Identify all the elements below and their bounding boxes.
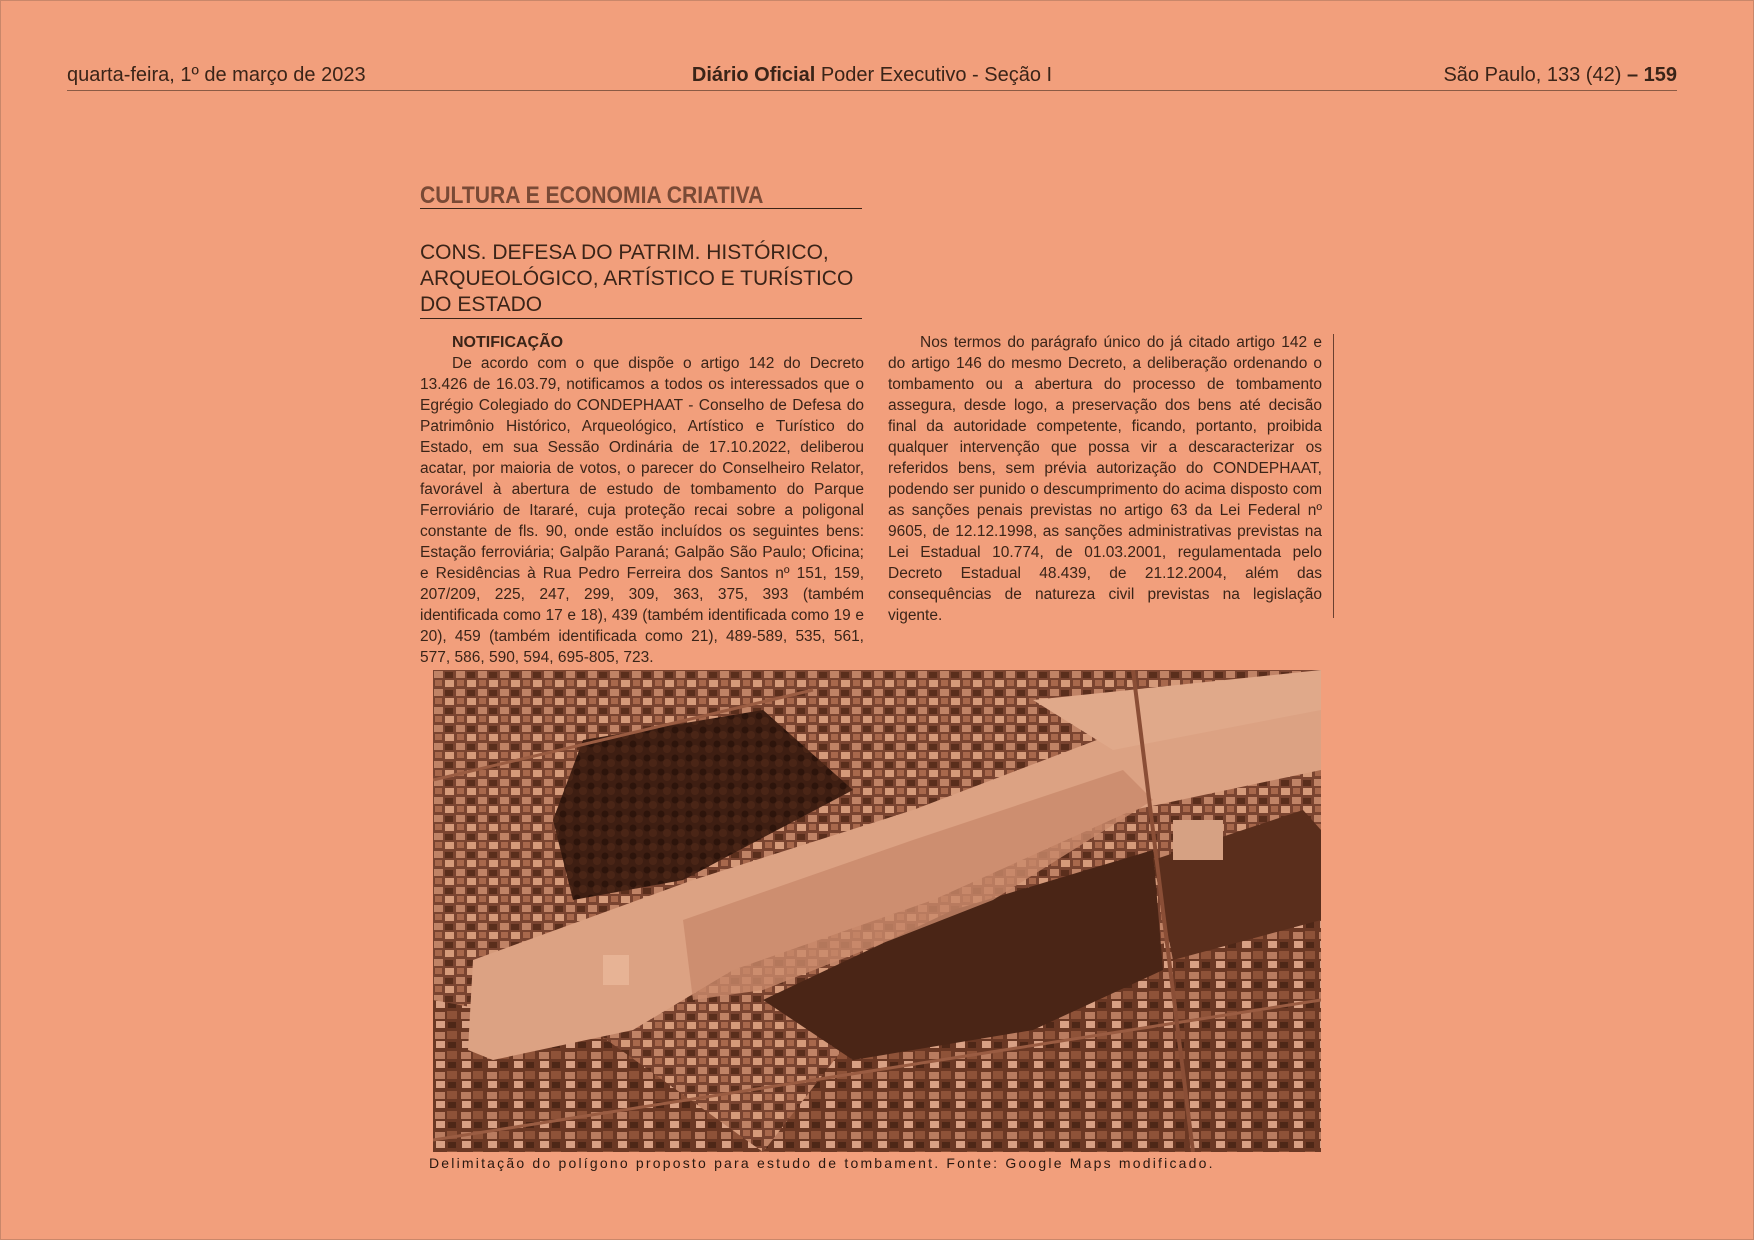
council-title-rule	[420, 318, 862, 319]
publication-name: Diário Oficial	[691, 64, 816, 86]
column-divider	[1333, 334, 1334, 618]
section-title: CULTURA E ECONOMIA CRIATIVA	[420, 182, 764, 209]
running-header	[67, 62, 1677, 91]
header-location-issue: São Paulo, 133 (42)	[1443, 64, 1627, 86]
right-column	[888, 332, 1322, 626]
notice-paragraph-2: Nos termos do parágrafo único do já citado artigo 142 e do artigo 146 do mesmo Decreto, a deliberação ordenando o tombamento ou a abertura do processo de tombamento assegura, desde logo, a preservação dos bens até decisão final da autoridade competente, ficando, portanto, proibida qualquer intervenção que possa vir a descaracterizar os referidos bens, sem prévia autorização do CONDEPHAAT, podendo ser punido o descumprimento do acima disposto com as sanções penais previstas no artigo 63 da Lei Federal nº 9605, de 12.12.1998, as sanções administrativas previstas na Lei Estadual 10.774, de 01.03.2001, regulamentada pelo Decreto Estadual 48.439, de 21.12.2004, além das consequências de natureza civil previstas na legislação vigente.	[888, 334, 1322, 624]
page-number: – 159	[1626, 64, 1677, 86]
header-issue	[1443, 64, 1677, 87]
section-title-rule	[420, 208, 862, 209]
aerial-map-image	[433, 670, 1321, 1152]
notice-paragraph-1: De acordo com o que dispõe o artigo 142 do Decreto 13.426 de 16.03.79, notificamos a todos os interessados que o Egrégio Colegiado do CONDEPHAAT - Conselho de Defesa do Patrimônio Histórico, Arqueológico, Artístico e Turístico do Estado, em sua Sessão Ordinária de 17.10.2022, deliberou acatar, por maioria de votos, o parecer do Conselheiro Relator, favorável à abertura de estudo de tombamento do Parque Ferroviário de Itararé, cuja proteção recai sobre a poligonal constante de fls. 90, onde estão incluídos os seguintes bens: Estação ferroviária; Galpão Paraná; Galpão São Paulo; Oficina; e Residências à Rua Pedro Ferreira dos Santos nº 151, 159, 207/209, 225, 247, 299, 309, 363, 375, 393 (também identificada como 17 e 18), 439 (também identificada como 19 e 20), 459 (também identificada como 21), 489-589, 535, 561, 577, 586, 590, 594, 695-805, 723.	[420, 355, 864, 666]
figure-caption: Delimitação do polígono proposto para estudo de tombament. Fonte: Google Maps modificado.	[429, 1155, 1215, 1171]
publication-section: Poder Executivo - Seção I	[815, 64, 1053, 86]
header-publication	[67, 64, 1677, 87]
council-title: CONS. DEFESA DO PATRIM. HISTÓRICO, ARQUEOLÓGICO, ARTÍSTICO E TURÍSTICO DO ESTADO	[420, 241, 854, 316]
notice-heading: NOTIFICAÇÃO	[452, 334, 564, 351]
header-date: quarta-feira, 1º de março de 2023	[67, 64, 366, 86]
left-column	[420, 332, 864, 668]
